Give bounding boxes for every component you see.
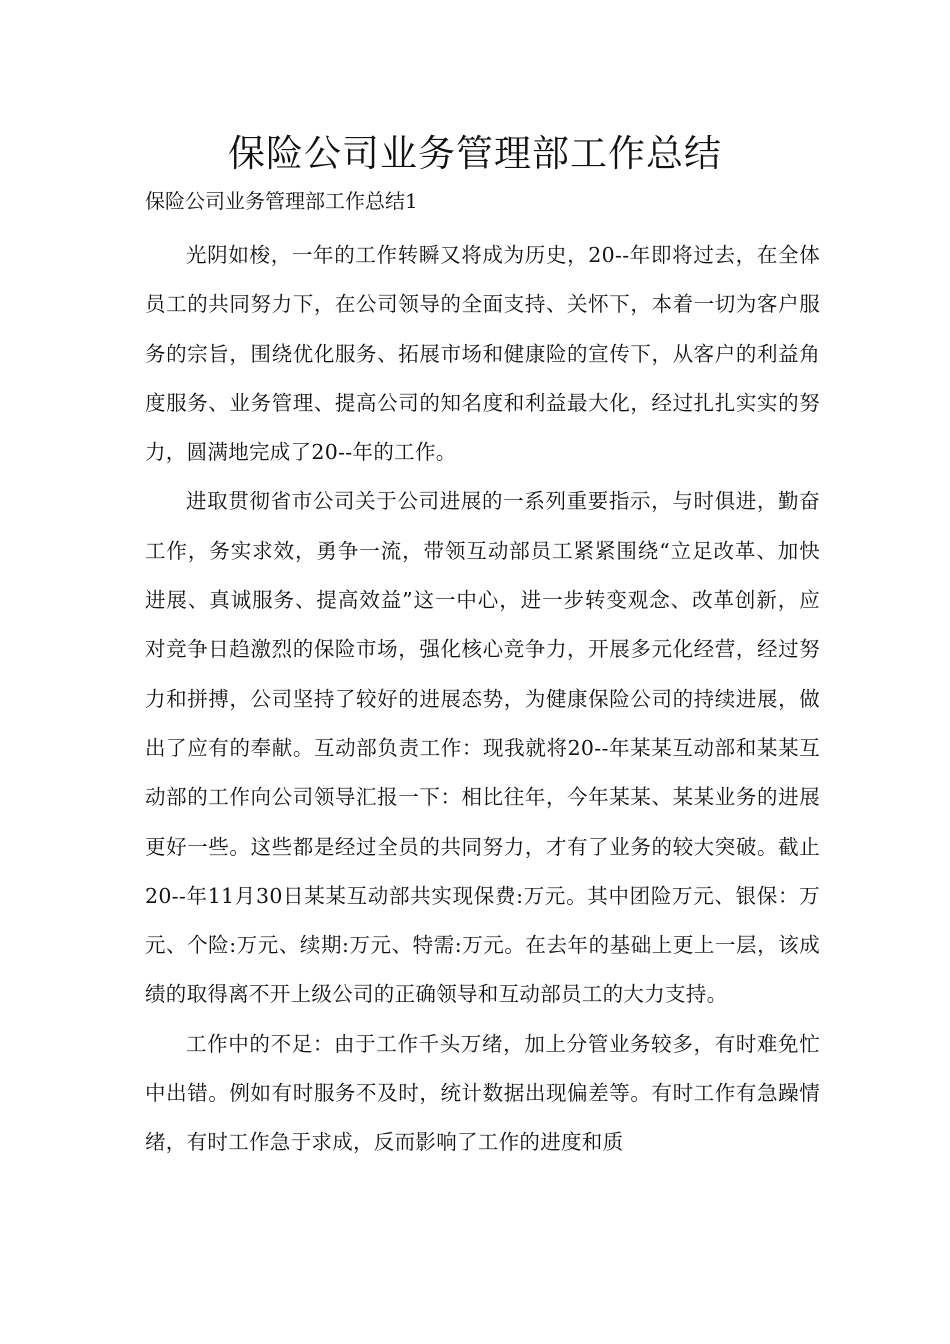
document-body bbox=[145, 231, 820, 1168]
paragraph-shortcomings: 工作中的不足：由于工作千头万绪，加上分管业务较多，有时难免忙中出错。例如有时服务不及时，统计数据出现偏差等。有时工作有急躁情绪，有时工作急于求成，反而影响了工作的进度和质 bbox=[145, 1031, 820, 1155]
paragraph-intro: 光阴如梭，一年的工作转瞬又将成为历史，20--年即将过去，在全体员工的共同努力下，在公司领导的全面支持、关怀下，本着一切为客户服务的宗旨，围绕优化服务、拓展市场和健康险的宣传下，从客户的利益角度服务、业务管理、提高公司的知名度和利益最大化，经过扎扎实实的努力，圆满地完成了20--年的工作。 bbox=[145, 243, 820, 465]
document-title: 保险公司业务管理部工作总结 bbox=[228, 132, 722, 175]
paragraph-achievements: 进取贯彻省市公司关于公司进展的一系列重要指示，与时俱进，勤奋工作，务实求效，勇争一流，带领互动部员工紧紧围绕“立足改革、加快进展、真诚服务、提高效益”这一中心，进一步转变观念、改革创新，应对竞争日趋激烈的保险市场，强化核心竞争力，开展多元化经营，经过努力和拼搏，公司坚持了较好的进展态势，为健康保险公司的持续进展，做出了应有的奉献。互动部负责工作：现我就将20--年某某互动部和某某互动部的工作向公司领导汇报一下：相比往年，今年某某、某某业务的进展更好一些。这些都是经过全员的共同努力，才有了业务的较大突破。截止20--年11月30日某某互动部共实现保费:万元。其中团险万元、银保：万元、个险:万元、续期:万元、特需:万元。在去年的基础上更上一层，该成绩的取得离不开上级公司的正确领导和互动部员工的大力支持。 bbox=[145, 489, 820, 1007]
document-subtitle: 保险公司业务管理部工作总结1 bbox=[145, 189, 418, 213]
